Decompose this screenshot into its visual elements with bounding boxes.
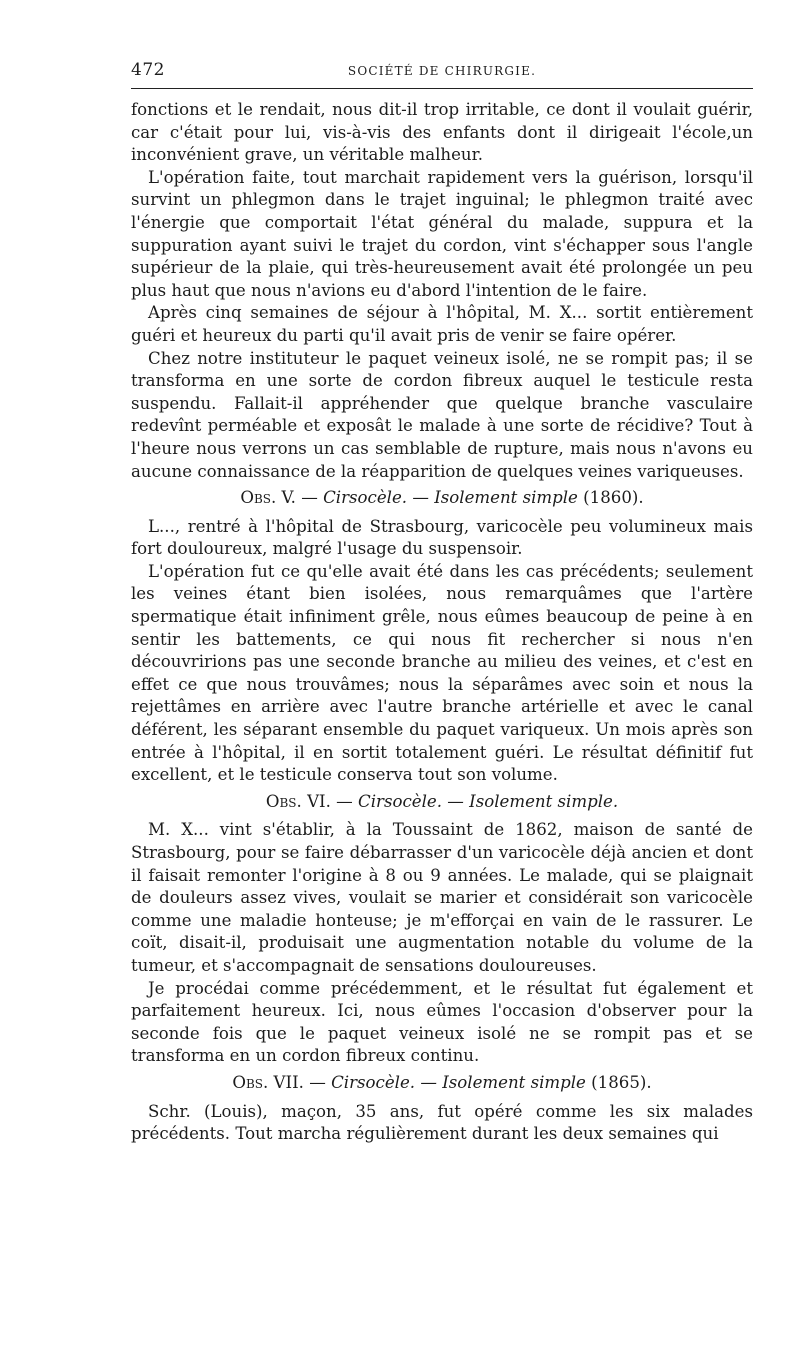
observation-label: Obs. VI. (265, 791, 331, 811)
observation-title: Cirsocèle. (323, 488, 408, 508)
paragraph: Je procédai comme précédemment, et le résultat fut également et parfaitement heureux. Ici, nous eûmes l'occasion d'observer pour la seconde fois que le paquet veineux isolé ne se rompit pas et se transforma en un cordon fibreux continu. (131, 978, 753, 1066)
observation-subtitle: — Isolement simple (412, 488, 578, 508)
observation-subtitle: — Isolement simple (420, 1072, 586, 1092)
observation-dash: — (336, 791, 353, 811)
observation-subtitle: — Isolement simple. (447, 791, 619, 811)
paragraph: Schr. (Louis), maçon, 35 ans, fut opéré comme les six malades précédents. Tout marcha régulièrement durant les deux semaines qui (131, 1101, 753, 1144)
paragraph: L..., rentré à l'hôpital de Strasbourg, varicocèle peu volumineux mais fort douloureux, malgré l'usage du suspensoir. (131, 516, 753, 559)
paragraph: fonctions et le rendait, nous dit-il trop irritable, ce dont il voulait guérir, car c'était pour lui, vis-à-vis des enfants dont il dirigeait l'école,un inconvénient grave, un véritable malheur. (131, 100, 753, 165)
observation-dash: — (301, 488, 318, 508)
observation-heading (131, 791, 753, 814)
running-head: SOCIÉTÉ DE CHIRURGIE. (347, 64, 537, 78)
paragraph: L'opération faite, tout marchait rapidement vers la guérison, lorsqu'il survint un phlegmon dans le trajet inguinal; le phlegmon traité avec l'énergie que comportait l'état général du malade, suppura et la suppuration ayant suivi le trajet du cordon, vint s'échapper sous l'angle supérieur de la plaie, qui très-heureusement avait été prolongée un peu plus haut que nous n'avions eu d'abord l'intention de le faire. (131, 167, 753, 300)
paragraph: M. X... vint s'établir, à la Toussaint de 1862, maison de santé de Strasbourg, pour se faire débarrasser d'un varicocèle déjà ancien et dont il faisait remonter l'origine à 8 ou 9 années. Le malade, qui se plaignait de douleurs assez vives, voulait se marier et considérait son varicocèle comme une maladie honteuse; je m'efforçai en vain de le rassurer. Le coït, disait-il, produisait une augmentation notable du volume de la tumeur, et s'accompagnait de sensations douloureuses. (131, 820, 753, 975)
page-header (131, 52, 753, 89)
book-page (131, 52, 753, 1146)
paragraph: Chez notre instituteur le paquet veineux isolé, ne se rompit pas; il se transforma en une sorte de cordon fibreux auquel le testicule resta suspendu. Fallait-il appréhender que quelque branche vasculaire redevînt perméable et exposât le malade à une sorte de récidive? Tout à l'heure nous verrons un cas semblable de rupture, mais nous n'avons eu aucune connaissance de la réapparition de quelques veines variqueuses. (131, 348, 753, 481)
observation-heading (131, 1072, 753, 1095)
observation-heading (131, 487, 753, 510)
observation-label: Obs. VII. (232, 1072, 304, 1092)
paragraph: Après cinq semaines de séjour à l'hôpital, M. X... sortit entièrement guéri et heureux du parti qu'il avait pris de venir se faire opérer. (131, 303, 753, 345)
observation-year: (1860). (583, 488, 644, 508)
observation-year: (1865). (591, 1072, 652, 1092)
page-number: 472 (131, 60, 165, 80)
observation-dash: — (309, 1072, 326, 1092)
paragraph: L'opération fut ce qu'elle avait été dans les cas précédents; seulement les veines étant bien isolées, nous remarquâmes que l'artère spermatique était infiniment grêle, nous eûmes beaucoup de peine à en sentir les battements, ce qui nous fit rechercher si nous n'en découvririons pas une seconde branche au milieu des veines, et c'est en effet ce que nous trouvâmes; nous la séparâmes avec soin et nous la rejettâmes en arrière avec l'autre branche artérielle et avec le canal déférent, les séparant ensemble du paquet variqueux. Un mois après son entrée à l'hôpital, il en sortit totalement guéri. Le résultat définitif fut excellent, et le testicule conserva tout son volume. (131, 561, 753, 785)
body-text (131, 99, 753, 1146)
observation-title: Cirsocèle. (331, 1072, 416, 1092)
observation-title: Cirsocèle. (358, 791, 443, 811)
observation-label: Obs. V. (240, 488, 296, 508)
